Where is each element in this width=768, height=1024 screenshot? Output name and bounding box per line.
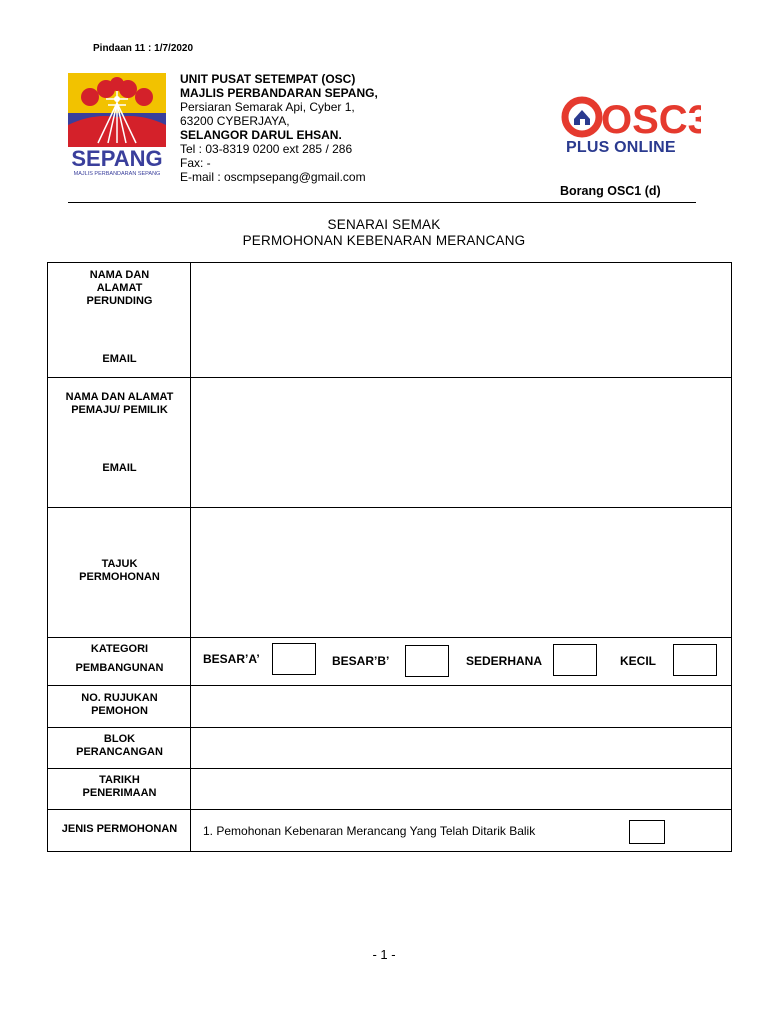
checkbox-besar-b[interactable] (405, 645, 449, 677)
row-tajuk (48, 508, 731, 638)
address-line-3: Persiaran Semarak Api, Cyber 1, (180, 100, 355, 114)
row-pemaju (48, 378, 731, 508)
label-tajuk-2: PERMOHONAN (79, 571, 160, 583)
page-number: - 1 - (372, 947, 396, 962)
sepang-emblem-icon (68, 73, 166, 147)
row-kategori (48, 638, 731, 686)
label-tajuk-1: TAJUK (101, 558, 138, 570)
sepang-subtext: MAJLIS PERBANDARAN SEPANG (73, 171, 161, 177)
row-perunding (48, 263, 731, 378)
label-tarikh-1: TARIKH (99, 774, 140, 786)
checkbox-sederhana[interactable] (553, 644, 597, 676)
label-perunding-3: PERUNDING (86, 295, 153, 307)
label-cell (48, 728, 191, 768)
header-divider (68, 202, 696, 203)
form-code: Borang OSC1 (d) (560, 184, 661, 198)
label-jenis: JENIS PERMOHONAN (61, 823, 178, 835)
label-cell (48, 686, 191, 727)
label-blok-1: BLOK (103, 733, 136, 745)
label-rujukan-2: PEMOHON (91, 705, 148, 717)
row-tarikh (48, 769, 731, 810)
address-block (180, 72, 378, 184)
jenis-options (191, 810, 731, 851)
label-blok-2: PERANCANGAN (76, 746, 163, 758)
label-pemaju-1: NAMA DAN ALAMAT (65, 391, 174, 403)
label-cell (48, 263, 191, 377)
label-pemaju-email: EMAIL (102, 462, 137, 474)
input-tarikh[interactable] (191, 769, 731, 809)
label-pemaju-2: PEMAJU/ PEMILIK (71, 404, 168, 416)
option-besar-b-label: BESAR’B’ (332, 654, 390, 668)
title-line-2: PERMOHONAN KEBENARAN MERANCANG (242, 233, 526, 248)
label-tarikh-2: PENERIMAAN (82, 787, 157, 799)
label-cell (48, 769, 191, 809)
address-fax: Fax: - (180, 156, 211, 170)
option-besar-a-label: BESAR’A’ (203, 652, 260, 666)
input-rujukan[interactable] (191, 686, 731, 727)
row-rujukan (48, 686, 731, 728)
amendment-note: Pindaan 11 : 1/7/2020 (93, 43, 194, 54)
option-kecil-label: KECIL (620, 654, 656, 668)
address-tel: Tel : 03-8319 0200 ext 285 / 286 (180, 142, 353, 156)
checklist-form (47, 262, 732, 852)
address-line-1: UNIT PUSAT SETEMPAT (OSC) (180, 72, 356, 86)
label-cell (48, 378, 191, 507)
address-line-4: 63200 CYBERJAYA, (180, 114, 290, 128)
osc3-logo (561, 95, 701, 157)
sepang-logo (68, 73, 166, 181)
osc3-subtext: PLUS ONLINE (566, 139, 676, 156)
label-rujukan-1: NO. RUJUKAN (81, 692, 158, 704)
label-kategori-1: KATEGORI (90, 643, 149, 655)
input-pemaju[interactable] (191, 378, 731, 507)
input-tajuk[interactable] (191, 508, 731, 637)
address-line-5: SELANGOR DARUL EHSAN. (180, 128, 342, 142)
checkbox-jenis-item-1[interactable] (629, 820, 665, 844)
input-blok[interactable] (191, 728, 731, 768)
osc3-wordmark-icon (561, 95, 701, 139)
checkbox-kecil[interactable] (673, 644, 717, 676)
title-line-1: SENARAI SEMAK (327, 217, 441, 232)
option-sederhana-label: SEDERHANA (466, 654, 543, 668)
row-jenis (48, 810, 731, 851)
jenis-item-1-label: 1. Pemohonan Kebenaran Merancang Yang Telah Ditarik Balik (203, 824, 536, 838)
kategori-options (191, 638, 731, 685)
osc3-main-text: OSC3 (601, 98, 701, 139)
row-blok (48, 728, 731, 769)
label-perunding-1: NAMA DAN (89, 269, 150, 281)
address-line-2: MAJLIS PERBANDARAN SEPANG, (180, 86, 378, 100)
label-cell (48, 638, 191, 685)
sepang-wordmark: SEPANG (71, 146, 163, 171)
address-email: E-mail : oscmpsepang@gmail.com (180, 170, 366, 184)
input-perunding[interactable] (191, 263, 731, 377)
label-cell (48, 508, 191, 637)
label-kategori-2: PEMBANGUNAN (75, 662, 164, 674)
label-cell (48, 810, 191, 851)
label-perunding-email: EMAIL (102, 353, 137, 365)
label-perunding-2: ALAMAT (96, 282, 143, 294)
checkbox-besar-a[interactable] (272, 643, 316, 675)
